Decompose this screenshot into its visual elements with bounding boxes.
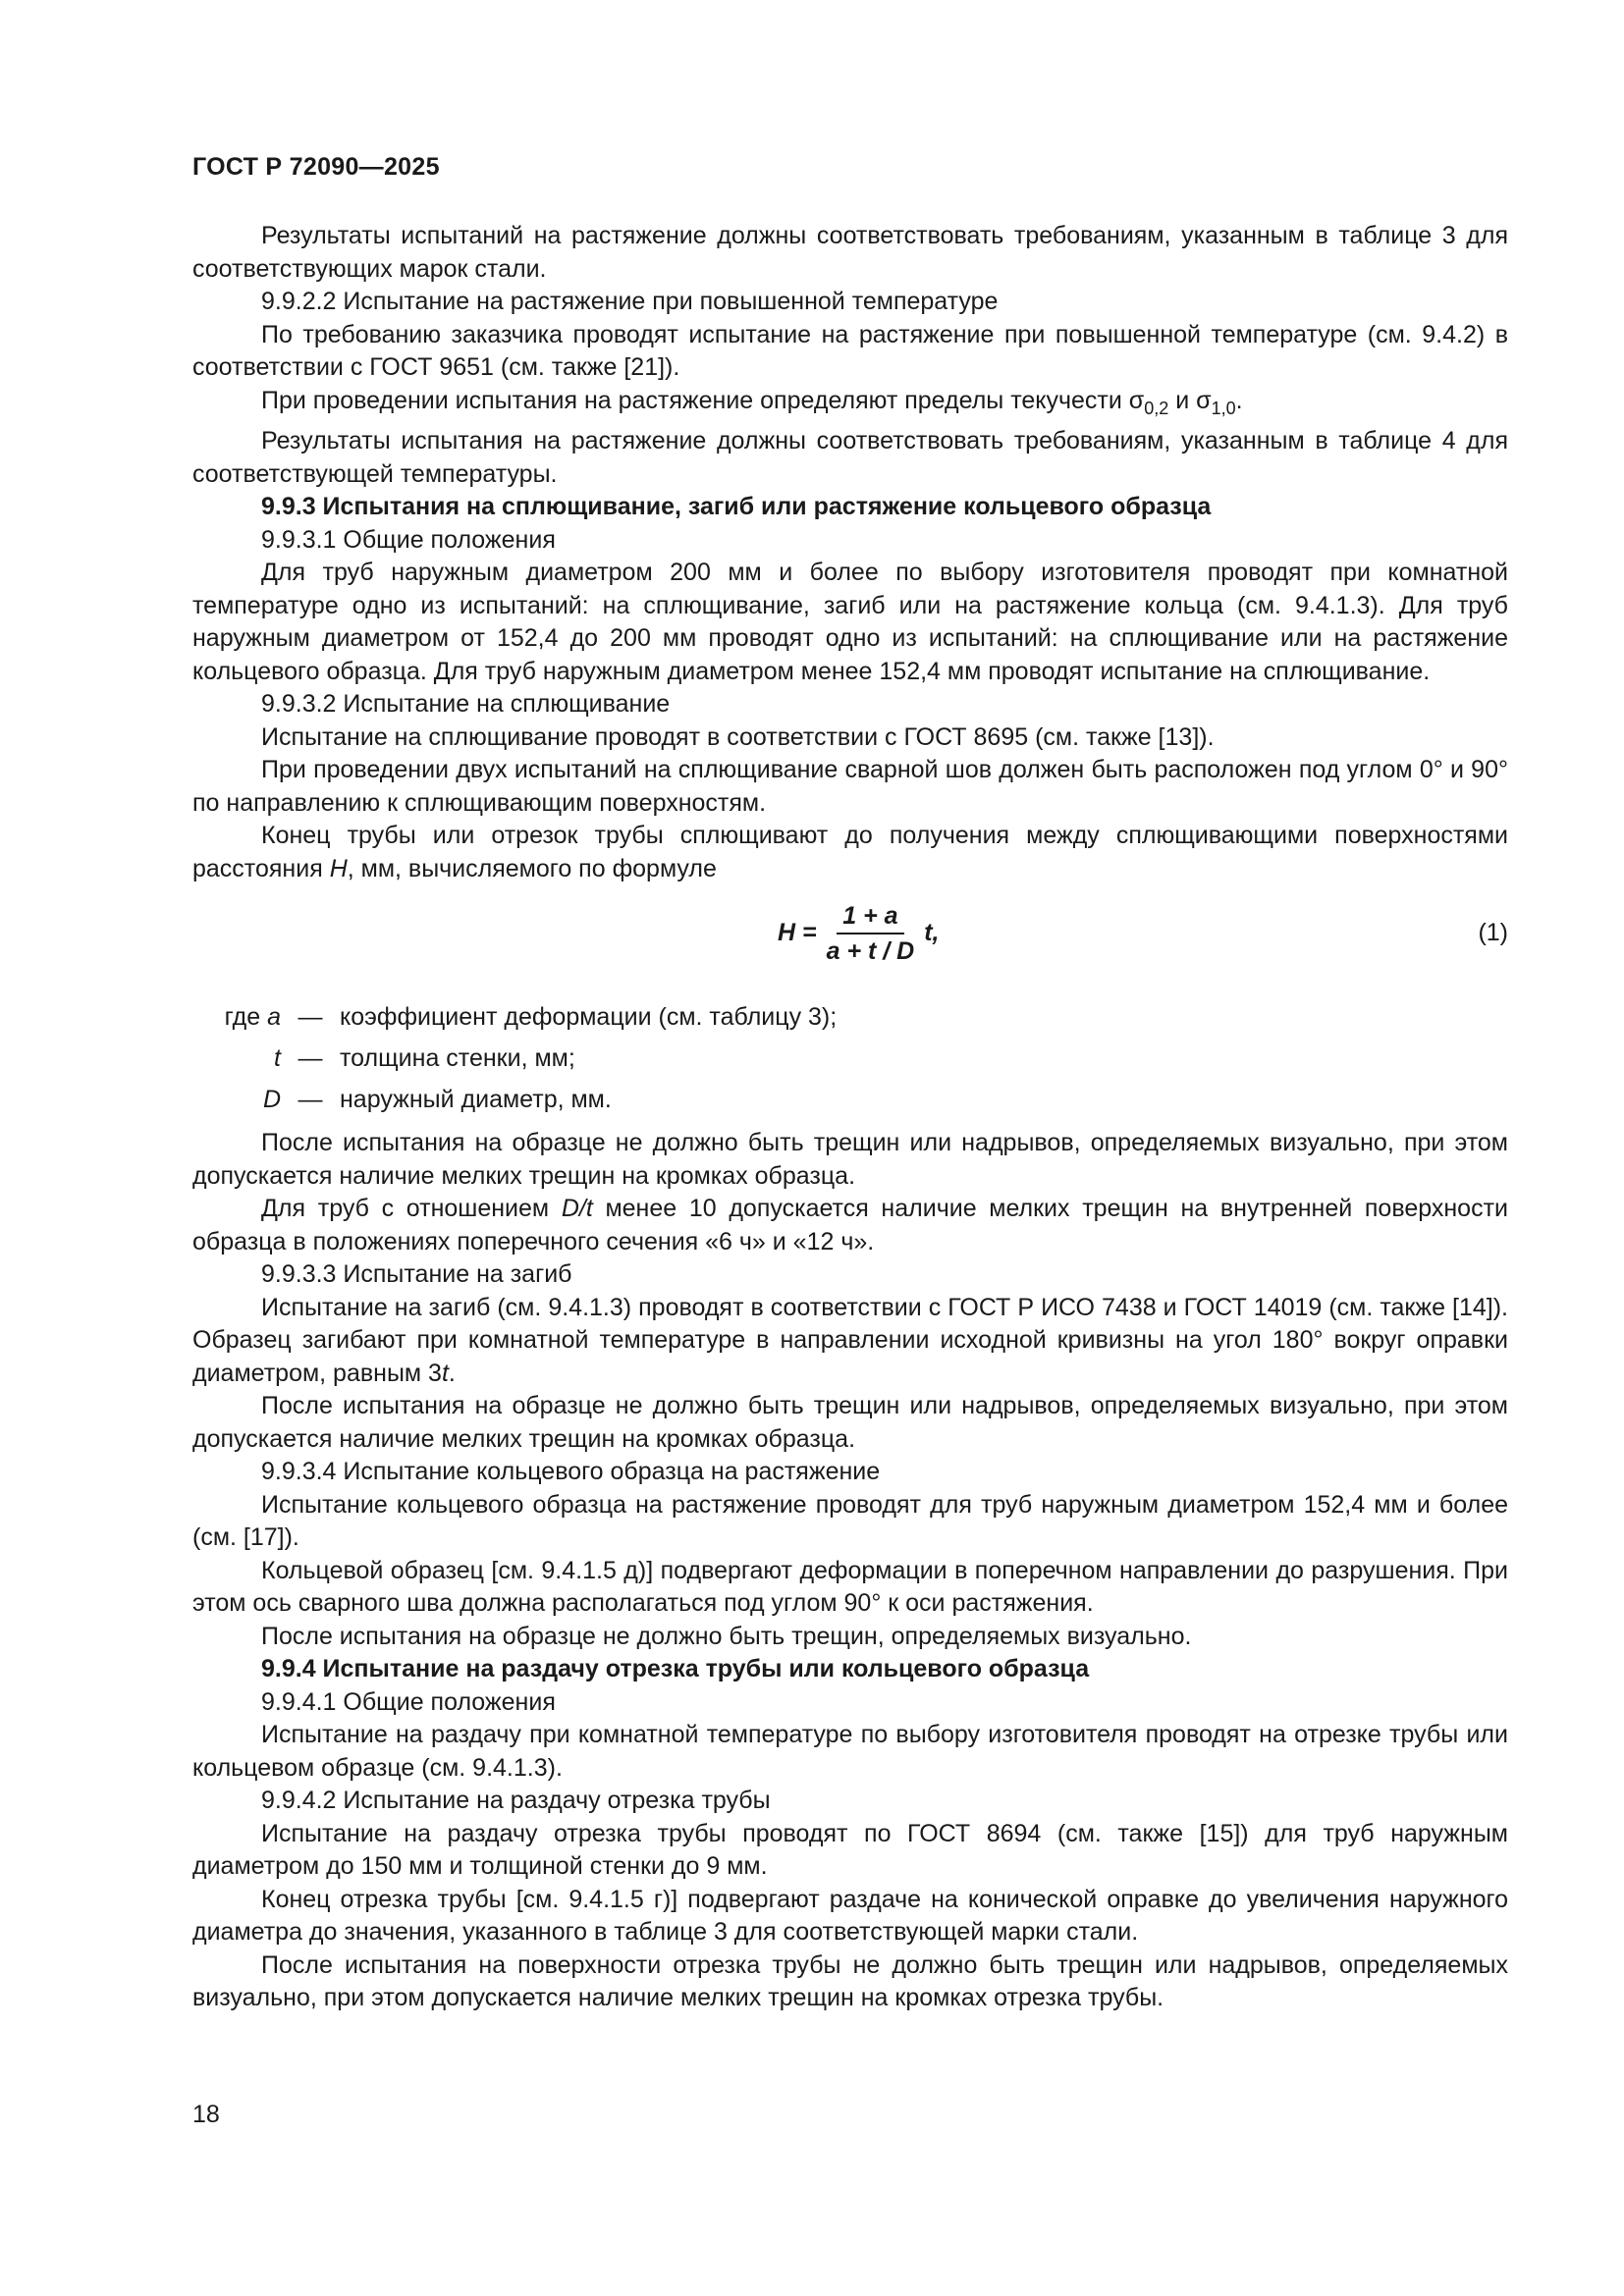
variable-description: толщина стенки, мм; (340, 1044, 575, 1073)
where-prefix: где (224, 1003, 261, 1032)
document-code-header: ГОСТ Р 72090—2025 (192, 153, 440, 181)
subscript: 0,2 (1144, 398, 1169, 418)
paragraph: Испытание на раздачу отрезка трубы проводят по ГОСТ 8694 (см. также [15]) для труб наружным диаметром до 150 мм и толщиной стенки до 9 мм. (192, 1819, 1508, 1880)
paragraph: Испытание на раздачу при комнатной температуре по выбору изготовителя проводят на отрезке трубы или кольцевом образце (см. 9.4.1.3). (192, 1721, 1508, 1782)
variable-dt: D/t (561, 1195, 593, 1222)
dash: — (298, 1003, 323, 1032)
explanation-row (192, 1039, 1508, 1080)
paragraph: Конец отрезка трубы [см. 9.4.1.5 г)] подвергают раздаче на конической оправке до увеличения наружного диаметра до значения, указанного в таблице 3 для соответствующей марки стали. (192, 1885, 1508, 1946)
paragraph-bend-test (192, 1292, 1508, 1391)
paragraph: Испытание кольцевого образца на растяжение проводят для труб наружным диаметром 152,4 мм и более (см. [17]). (192, 1490, 1508, 1551)
paragraph: Испытание на сплющивание проводят в соответствии с ГОСТ 8695 (см. также [13]). (261, 722, 1215, 751)
subsection-title: 9.9.3.1 Общие положения (261, 525, 556, 554)
explanation-row (192, 997, 1508, 1039)
paragraph-text: При проведении испытания на растяжение определяют пределы текучести (261, 386, 1122, 414)
subsection-title: 9.9.3.2 Испытание на сплющивание (261, 690, 671, 718)
paragraph: При проведении двух испытаний на сплющивание сварной шов должен быть расположен под углом 0° и 90° по направлению к сплющивающим поверхностям. (192, 756, 1508, 817)
variable-t: t (441, 1359, 449, 1387)
paragraph: Кольцевой образец [см. 9.4.1.5 д)] подвергают деформации в поперечном направлении до разрушения. При этом ось сварного шва должна располагаться под углом 90° к оси растяжения. (192, 1556, 1508, 1617)
sigma-symbol: σ (1128, 386, 1145, 414)
punctuation: . (1235, 386, 1243, 414)
variable-symbol: t (274, 1044, 281, 1073)
formula-rhs: t, (924, 919, 940, 947)
paragraph-yield-strength (192, 385, 1508, 426)
page-number: 18 (192, 2101, 220, 2128)
paragraph-text: менее 10 допускается наличие мелких трещин на внутренней поверхности образца в положениях поперечного сечения «6 ч» и «12 ч». (192, 1195, 1508, 1255)
paragraph: По требованию заказчика проводят испытание на растяжение при повышенной температуре (см. 9.4.2) в соответствии с ГОСТ 9651 (см. также [21]). (192, 320, 1508, 381)
paragraph-text: Для труб с отношением (261, 1195, 550, 1222)
paragraph-text: , мм, вычисляемого по формуле (347, 854, 717, 882)
section-heading: 9.9.4 Испытание на раздачу отрезка трубы или кольцевого образца (261, 1655, 1090, 1682)
subscript: 1,0 (1211, 398, 1236, 418)
paragraph-text: Испытание на загиб (см. 9.4.1.3) проводят в соответствии с ГОСТ Р ИСО 7438 и ГОСТ 14019 (см. также [14]). Образец загибают при комнатной температуре в направлении исходной кривизны на угол 180° вокруг оправки диаметром, равным 3 (192, 1293, 1508, 1387)
document-body (192, 220, 1508, 2015)
subsection-title: 9.9.4.1 Общие положения (261, 1687, 556, 1716)
paragraph: После испытания на образце не должно быть трещин, определяемых визуально. (261, 1622, 1192, 1650)
formula-h (778, 901, 940, 966)
variable-description: коэффициент деформации (см. таблицу 3); (340, 1003, 838, 1032)
explanation-row (192, 1080, 1508, 1121)
paragraph-text: Конец трубы или отрезок трубы сплющивают до получения между сплющивающими поверхностями расстояния (192, 822, 1508, 882)
variable-h: H (329, 854, 348, 882)
variable-symbol: a (267, 1003, 281, 1032)
formula-denominator: a + t / D (826, 937, 915, 965)
subsection-title: 9.9.3.4 Испытание кольцевого образца на растяжение (261, 1458, 881, 1485)
formula-fraction (821, 901, 921, 966)
paragraph-dt-ratio (192, 1193, 1508, 1258)
subsection-title: 9.9.2.2 Испытание на растяжение при повышенной температуре (261, 288, 999, 315)
paragraph: После испытания на поверхности отрезка трубы не должно быть трещин или надрывов, определяемых визуально, при этом допускается наличие мелких трещин на кромках отрезка трубы. (192, 1950, 1508, 2011)
paragraph: После испытания на образце не должно быть трещин или надрывов, определяемых визуально, при этом допускается наличие мелких трещин на кромках образца. (192, 1392, 1508, 1453)
formula-block (192, 897, 1508, 988)
subsection-title: 9.9.3.3 Испытание на загиб (261, 1260, 572, 1288)
subsection-title: 9.9.4.2 Испытание на раздачу отрезка трубы (261, 1787, 771, 1814)
formula-lhs: H = (778, 919, 817, 947)
variable-symbol: D (262, 1086, 281, 1114)
variable-description: наружный диаметр, мм. (340, 1086, 612, 1114)
punctuation: . (448, 1359, 456, 1387)
sigma-symbol: σ (1196, 386, 1212, 414)
formula-number: (1) (1478, 919, 1508, 946)
dash: — (298, 1086, 323, 1114)
paragraph: Результаты испытания на растяжение должны соответствовать требованиям, указанным в таблице 4 для соответствующей температуры. (192, 427, 1508, 488)
paragraph: После испытания на образце не должно быть трещин или надрывов, определяемых визуально, при этом допускается наличие мелких трещин на кромках образца. (192, 1129, 1508, 1190)
paragraph: Результаты испытаний на растяжение должны соответствовать требованиям, указанным в таблице 3 для соответствующих марок стали. (192, 222, 1508, 283)
section-heading: 9.9.3 Испытания на сплющивание, загиб или растяжение кольцевого образца (261, 493, 1212, 520)
dash: — (298, 1044, 323, 1073)
variable-explanations (192, 997, 1508, 1121)
paragraph-flattening-distance (192, 820, 1508, 885)
formula-numerator: 1 + a (837, 901, 903, 934)
paragraph: Для труб наружным диаметром 200 мм и более по выбору изготовителя проводят при комнатной температуре одно из испытаний: на сплющивание, загиб или на растяжение кольца (см. 9.4.1.3). Для труб наружным диаметром от 152,4 до 200 мм проводят одно из испытаний: на сплющивание или на растяжение кольцевого образца. Для труб наружным диаметром менее 152,4 мм проводят испытание на сплющивание. (192, 559, 1508, 685)
conjunction: и (1175, 386, 1190, 414)
